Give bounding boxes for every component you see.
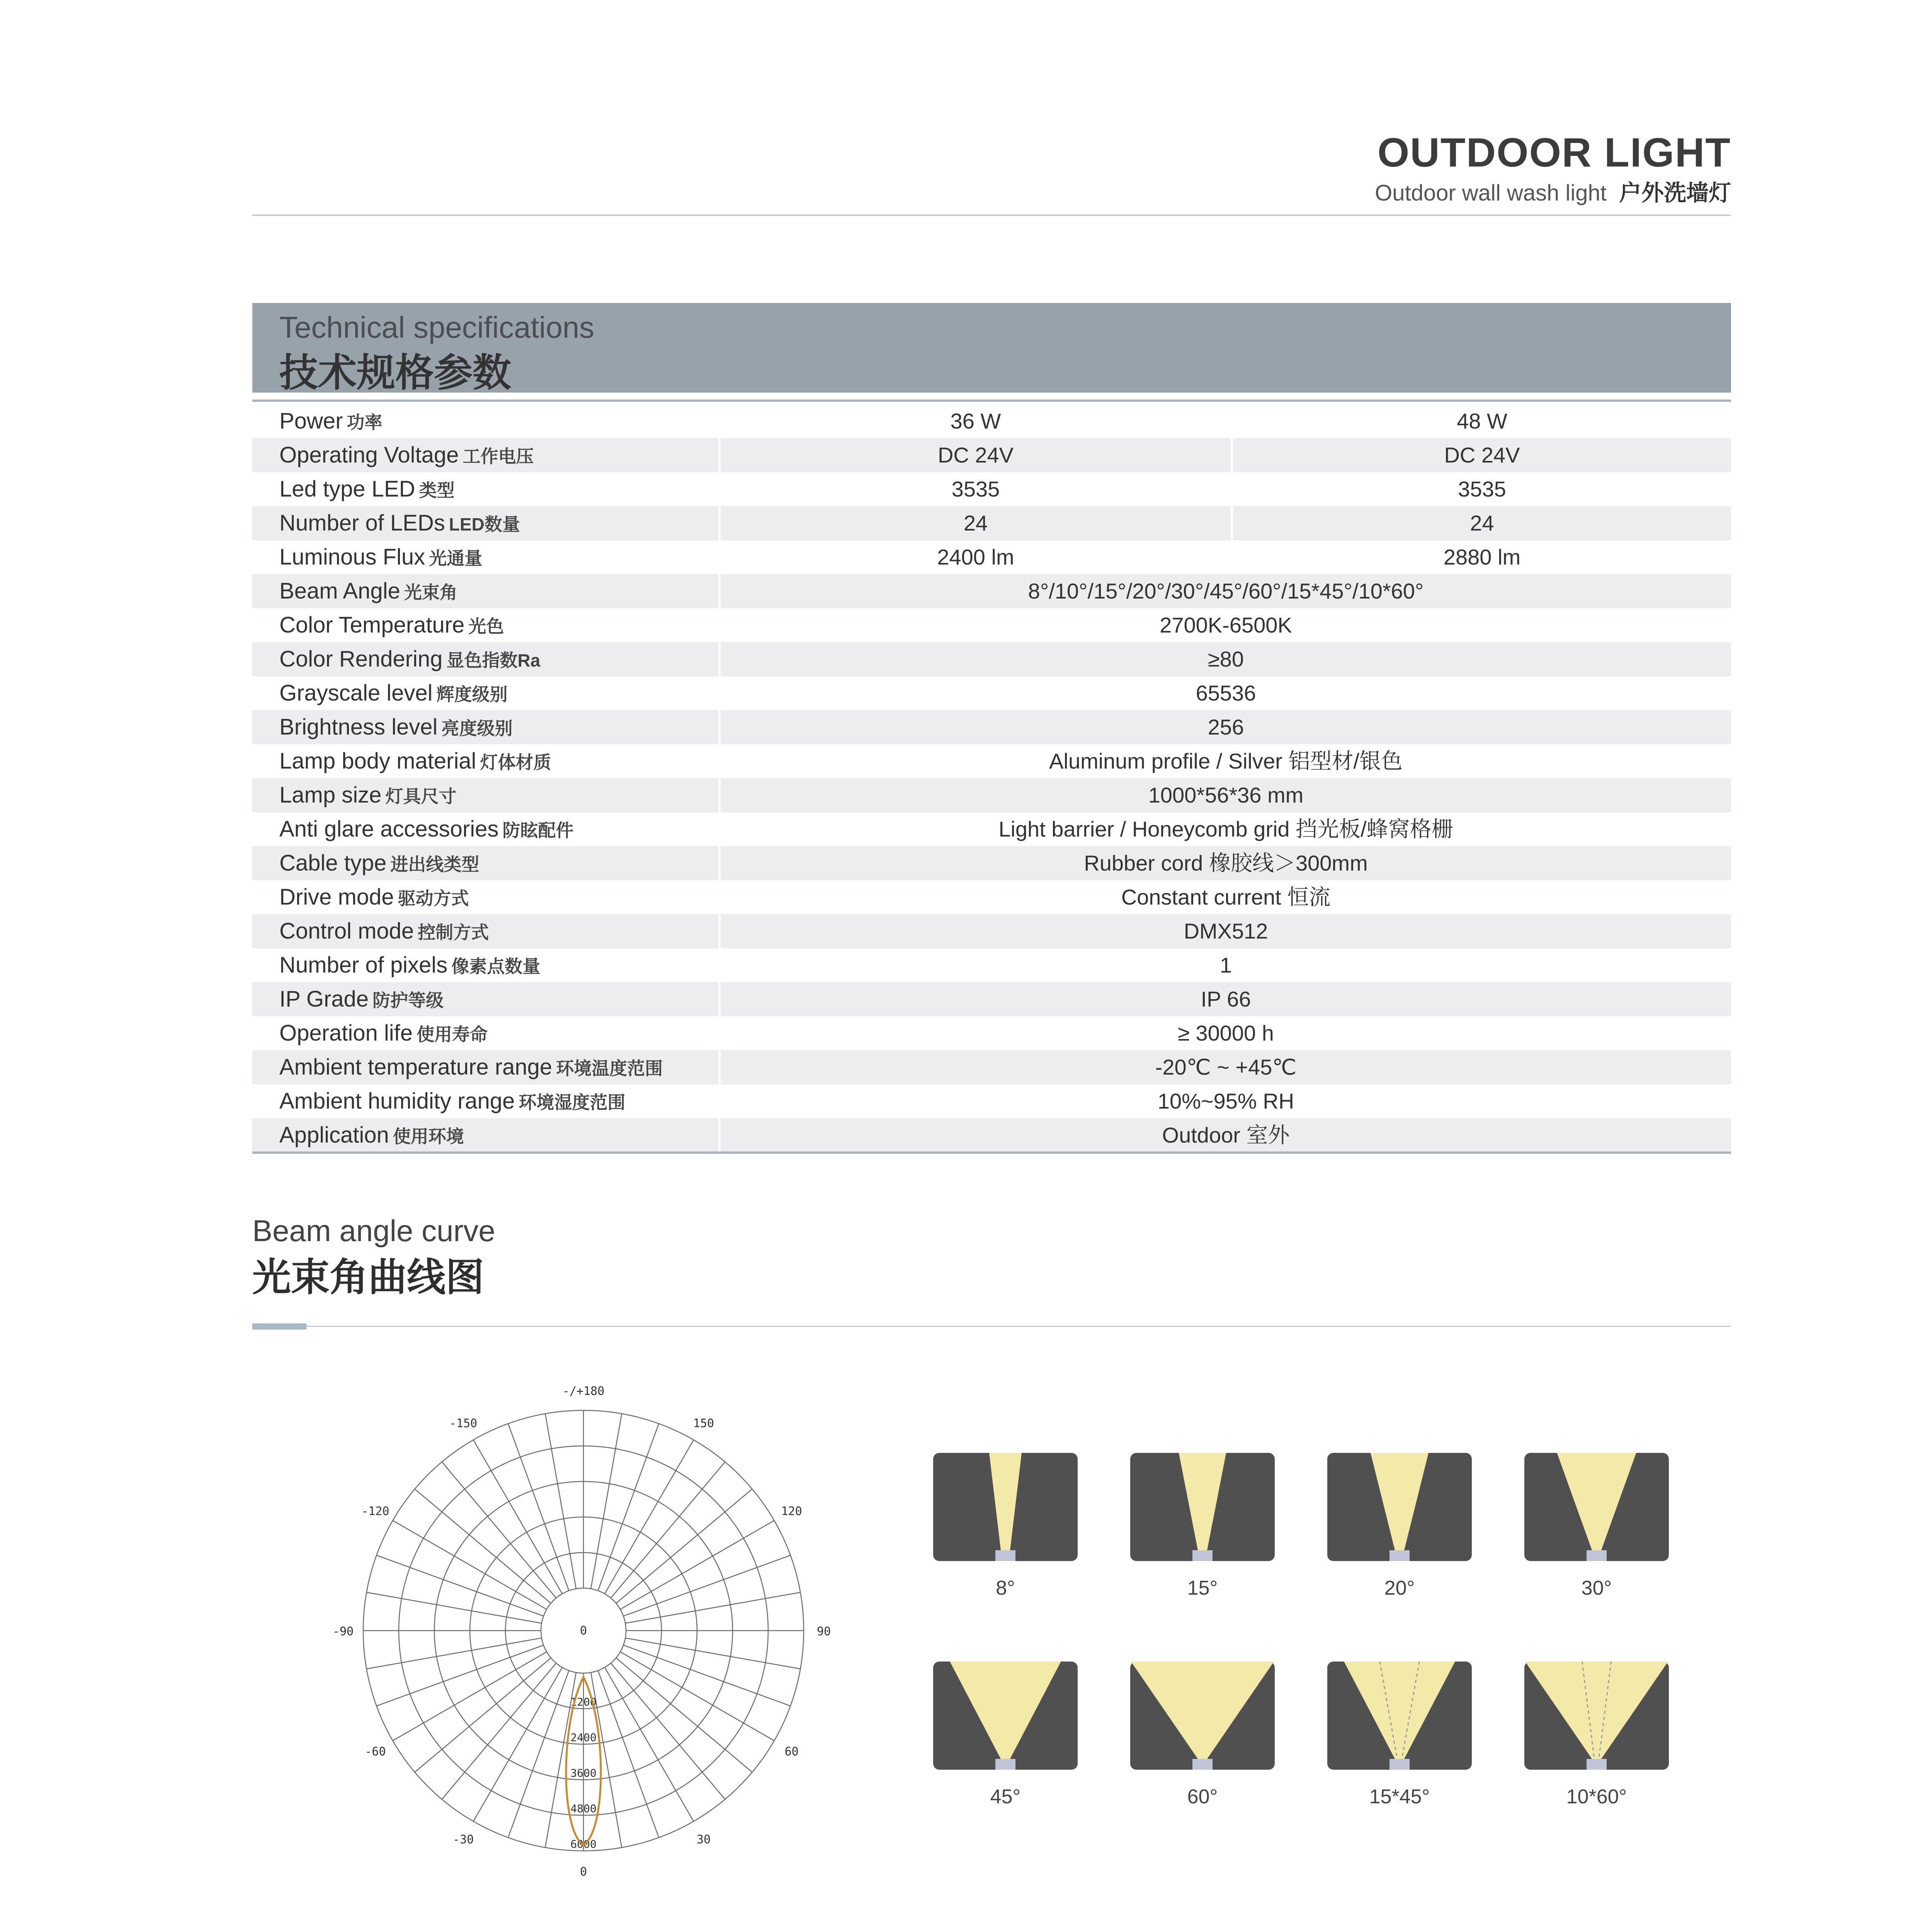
spec-label-en: Beam Angle bbox=[279, 578, 400, 604]
spec-label-en: Ambient temperature range bbox=[279, 1054, 553, 1080]
polar-spoke bbox=[625, 1592, 800, 1623]
spec-value-48w: 24 bbox=[1470, 511, 1494, 535]
spec-value: ≥80 bbox=[1208, 647, 1244, 671]
spec-label bbox=[279, 846, 479, 880]
spec-row bbox=[252, 574, 1731, 608]
spec-label bbox=[279, 812, 573, 846]
led-fixture bbox=[1192, 1759, 1213, 1770]
spec-label-en: Number of pixels bbox=[279, 952, 448, 978]
spec-label bbox=[279, 1050, 663, 1084]
section-rule bbox=[306, 1326, 1731, 1327]
spec-label-zh: 进出线类型 bbox=[390, 854, 480, 874]
polar-angle-label: -30 bbox=[452, 1833, 474, 1847]
beam-tile-label: 8° bbox=[996, 1577, 1015, 1599]
spec-row bbox=[252, 744, 1731, 778]
spec-label-en: Luminous Flux bbox=[279, 544, 425, 570]
polar-radial-label: 1200 bbox=[570, 1696, 597, 1708]
polar-angle-label: -150 bbox=[449, 1417, 478, 1430]
beam-tile-label: 45° bbox=[990, 1786, 1021, 1808]
spec-label-zh: 显色指数Ra bbox=[446, 650, 541, 670]
polar-spoke bbox=[415, 1658, 551, 1772]
polar-radial-label: 6000 bbox=[570, 1838, 597, 1850]
led-fixture bbox=[1389, 1550, 1410, 1561]
polar-spoke bbox=[616, 1489, 752, 1604]
spec-label-en: Drive mode bbox=[279, 884, 394, 910]
spec-label-en: Power bbox=[279, 408, 343, 434]
spec-label bbox=[279, 1016, 488, 1050]
spec-label bbox=[279, 574, 457, 608]
spec-label-zh: 光色 bbox=[468, 616, 504, 636]
spec-value: ≥ 30000 h bbox=[1178, 1021, 1274, 1045]
spec-row bbox=[252, 880, 1731, 914]
spec-label-en: Ambient humidity range bbox=[279, 1088, 515, 1114]
polar-angle-label: -120 bbox=[361, 1505, 389, 1518]
spec-label bbox=[279, 880, 469, 914]
spec-label-zh: 功率 bbox=[347, 412, 383, 432]
spec-value: Constant current 恒流 bbox=[1121, 885, 1331, 909]
spec-label-zh: 灯体材质 bbox=[480, 752, 551, 772]
header-rule bbox=[252, 214, 1731, 216]
spec-label bbox=[279, 914, 489, 948]
spec-label-zh: 环境温度范围 bbox=[556, 1058, 663, 1078]
polar-angle-label: -90 bbox=[332, 1625, 354, 1638]
beam-tile bbox=[1524, 1453, 1669, 1561]
spec-label bbox=[279, 438, 534, 472]
beam-tile-label: 60° bbox=[1187, 1786, 1218, 1808]
spec-label bbox=[279, 404, 382, 438]
spec-value-36w: DC 24V bbox=[937, 443, 1014, 467]
spec-label-zh: 防护等级 bbox=[372, 990, 444, 1010]
spec-row bbox=[252, 846, 1731, 880]
spec-label bbox=[279, 608, 504, 642]
spec-value-48w: 2880 lm bbox=[1443, 545, 1521, 569]
spec-label bbox=[279, 948, 540, 982]
spec-row bbox=[252, 608, 1731, 642]
beam-tile-label: 30° bbox=[1581, 1577, 1612, 1599]
spec-label-zh: 环境湿度范围 bbox=[519, 1092, 626, 1112]
polar-spoke bbox=[367, 1592, 542, 1623]
spec-value-48w: DC 24V bbox=[1444, 443, 1520, 467]
spec-label-en: Color Temperature bbox=[279, 612, 465, 638]
polar-spoke bbox=[623, 1555, 790, 1616]
spec-table bbox=[252, 404, 1731, 1152]
polar-angle-label: -60 bbox=[365, 1745, 386, 1759]
beam-tile bbox=[1130, 1453, 1275, 1561]
spec-value: -20℃ ~ +45℃ bbox=[1155, 1055, 1297, 1079]
spec-label bbox=[279, 676, 507, 710]
polar-spoke bbox=[415, 1489, 551, 1604]
spec-label-zh: 类型 bbox=[419, 480, 455, 500]
spec-label-zh: 驱动方式 bbox=[398, 888, 469, 908]
polar-radial-label: 3600 bbox=[570, 1767, 597, 1779]
polar-spoke bbox=[625, 1638, 800, 1669]
beam-tile bbox=[1327, 1662, 1472, 1770]
spec-row bbox=[252, 914, 1731, 948]
spec-value: Aluminum profile / Silver 铝型材/银色 bbox=[1049, 749, 1403, 773]
spec-row bbox=[252, 404, 1731, 438]
polar-spoke bbox=[508, 1423, 569, 1590]
spec-label-zh: 使用环境 bbox=[393, 1126, 464, 1146]
polar-spoke bbox=[616, 1658, 752, 1772]
spec-row bbox=[252, 676, 1731, 710]
beam-tile bbox=[933, 1662, 1078, 1770]
spec-label bbox=[279, 1118, 464, 1152]
spec-label-zh: 使用寿命 bbox=[416, 1024, 488, 1044]
spec-value: IP 66 bbox=[1201, 987, 1251, 1011]
spec-label-zh: 控制方式 bbox=[418, 922, 489, 942]
led-fixture bbox=[1587, 1759, 1607, 1770]
beam-tile bbox=[933, 1453, 1078, 1561]
spec-title-zh: 技术规格参数 bbox=[279, 351, 511, 395]
spec-label bbox=[279, 506, 520, 540]
spec-label-zh: 像素点数量 bbox=[451, 956, 541, 976]
polar-spoke bbox=[623, 1645, 790, 1706]
spec-label-en: Cable type bbox=[279, 850, 387, 876]
polar-angle-label: 30 bbox=[696, 1833, 711, 1847]
spec-value: 1000*56*36 mm bbox=[1148, 783, 1304, 807]
spec-row bbox=[252, 540, 1731, 574]
page-title: OUTDOOR LIGHT bbox=[1377, 130, 1731, 175]
beam-polar-chart bbox=[321, 1368, 862, 1878]
polar-spoke bbox=[367, 1638, 542, 1669]
spec-label-en: Lamp size bbox=[279, 782, 382, 808]
spec-label-en: IP Grade bbox=[279, 986, 369, 1012]
led-fixture bbox=[995, 1759, 1015, 1770]
section-accent bbox=[252, 1323, 306, 1330]
spec-row bbox=[252, 710, 1731, 744]
spec-label bbox=[279, 472, 454, 506]
spec-title-en: Technical specifications bbox=[279, 310, 595, 344]
polar-angle-label: -/+180 bbox=[562, 1384, 605, 1398]
spec-label-en: Lamp body material bbox=[279, 748, 476, 774]
polar-angle-label: 60 bbox=[784, 1745, 799, 1759]
spec-value: Rubber cord 橡胶线＞300mm bbox=[1084, 851, 1368, 875]
beam-tile-label: 10*60° bbox=[1566, 1786, 1627, 1808]
beam-title-zh: 光束角曲线图 bbox=[252, 1256, 484, 1299]
spec-label-en: Operating Voltage bbox=[279, 442, 459, 468]
spec-value-48w: 48 W bbox=[1457, 409, 1507, 433]
spec-label bbox=[279, 778, 456, 812]
polar-spoke bbox=[545, 1414, 576, 1589]
led-fixture bbox=[995, 1550, 1015, 1561]
spec-label bbox=[279, 642, 540, 676]
polar-angle-label: 0 bbox=[580, 1865, 587, 1878]
spec-row bbox=[252, 812, 1731, 846]
spec-row bbox=[252, 506, 1731, 540]
spec-row bbox=[252, 778, 1731, 812]
spec-row bbox=[252, 438, 1731, 472]
polar-spoke bbox=[611, 1462, 725, 1598]
spec-label-zh: 防眩配件 bbox=[502, 820, 574, 840]
spec-row bbox=[252, 1118, 1731, 1152]
polar-spoke bbox=[442, 1462, 556, 1598]
spec-top-rule bbox=[252, 400, 1731, 402]
spec-value-36w: 2400 lm bbox=[937, 545, 1014, 569]
spec-value: 2700K-6500K bbox=[1160, 613, 1292, 637]
led-fixture bbox=[1192, 1550, 1213, 1561]
spec-value-36w: 36 W bbox=[950, 409, 1001, 433]
polar-radial-label: 4800 bbox=[570, 1802, 597, 1815]
spec-label-en: Number of LEDs bbox=[279, 510, 445, 536]
polar-angle-label: 150 bbox=[693, 1417, 714, 1430]
spec-label bbox=[279, 1084, 625, 1118]
spec-label-zh: 辉度级别 bbox=[436, 684, 508, 704]
spec-value: 8°/10°/15°/20°/30°/45°/60°/15*45°/10*60° bbox=[1028, 579, 1424, 603]
spec-label bbox=[279, 982, 444, 1016]
spec-value: Outdoor 室外 bbox=[1162, 1123, 1290, 1147]
spec-label-en: Control mode bbox=[279, 918, 414, 944]
spec-label-en: Color Rendering bbox=[279, 646, 443, 672]
spec-row bbox=[252, 1016, 1731, 1050]
beam-tile bbox=[1327, 1453, 1472, 1561]
led-fixture bbox=[1389, 1759, 1410, 1770]
spec-value: 256 bbox=[1208, 715, 1244, 739]
beam-tile bbox=[1130, 1662, 1275, 1770]
spec-label-en: Anti glare accessories bbox=[279, 816, 499, 842]
spec-label-en: Grayscale level bbox=[279, 680, 433, 706]
polar-spoke bbox=[598, 1423, 659, 1590]
beam-tile-label: 15° bbox=[1187, 1577, 1218, 1599]
spec-label-en: Operation life bbox=[279, 1020, 413, 1046]
spec-row bbox=[252, 1084, 1731, 1118]
spec-value-36w: 24 bbox=[963, 511, 988, 535]
polar-spoke bbox=[598, 1670, 659, 1837]
polar-angle-label: 120 bbox=[781, 1505, 802, 1518]
spec-label-zh: 灯具尺寸 bbox=[385, 786, 457, 806]
spec-label-zh: 工作电压 bbox=[463, 446, 534, 466]
subtitle-zh: 户外洗墙灯 bbox=[1619, 180, 1731, 206]
led-fixture bbox=[1587, 1550, 1607, 1561]
spec-value: 10%~95% RH bbox=[1157, 1089, 1294, 1113]
spec-label bbox=[279, 710, 512, 744]
polar-center-label: 0 bbox=[580, 1624, 587, 1638]
spec-row bbox=[252, 982, 1731, 1016]
spec-row bbox=[252, 472, 1731, 506]
spec-value: 1 bbox=[1219, 953, 1232, 977]
beam-title-en: Beam angle curve bbox=[252, 1214, 495, 1248]
polar-spoke bbox=[376, 1645, 543, 1706]
spec-label-zh: 亮度级别 bbox=[441, 718, 513, 738]
spec-label-zh: 光通量 bbox=[429, 548, 483, 568]
polar-spoke bbox=[442, 1663, 556, 1799]
beam-tile-label: 15*45° bbox=[1369, 1786, 1430, 1808]
spec-bottom-rule bbox=[252, 1151, 1731, 1154]
spec-value-36w: 3535 bbox=[951, 477, 1000, 501]
spec-label-en: Led type LED bbox=[279, 476, 415, 502]
spec-header-panel bbox=[252, 303, 1731, 393]
spec-label bbox=[279, 540, 482, 574]
spec-label bbox=[279, 744, 551, 778]
polar-angle-label: 90 bbox=[816, 1625, 831, 1638]
beam-tile bbox=[1524, 1662, 1669, 1770]
page-subtitle bbox=[1375, 175, 1731, 207]
polar-spoke bbox=[591, 1414, 622, 1589]
polar-spoke bbox=[611, 1663, 725, 1799]
spec-label-en: Brightness level bbox=[279, 714, 438, 740]
spec-row bbox=[252, 642, 1731, 676]
spec-value: 65536 bbox=[1196, 681, 1256, 705]
polar-spoke bbox=[376, 1555, 543, 1616]
spec-label-zh: 光束角 bbox=[404, 582, 457, 602]
polar-radial-label: 2400 bbox=[570, 1731, 597, 1744]
polar-spoke bbox=[508, 1670, 569, 1837]
spec-value-48w: 3535 bbox=[1458, 477, 1506, 501]
beam-tile-label: 20° bbox=[1384, 1577, 1415, 1599]
spec-value: DMX512 bbox=[1184, 919, 1268, 943]
spec-row bbox=[252, 948, 1731, 982]
spec-row bbox=[252, 1050, 1731, 1084]
spec-label-en: Application bbox=[279, 1122, 389, 1148]
subtitle-en: Outdoor wall wash light bbox=[1375, 180, 1607, 206]
spec-value: Light barrier / Honeycomb grid 挡光板/蜂窝格栅 bbox=[998, 817, 1453, 841]
spec-label-zh: LED数量 bbox=[449, 514, 520, 534]
